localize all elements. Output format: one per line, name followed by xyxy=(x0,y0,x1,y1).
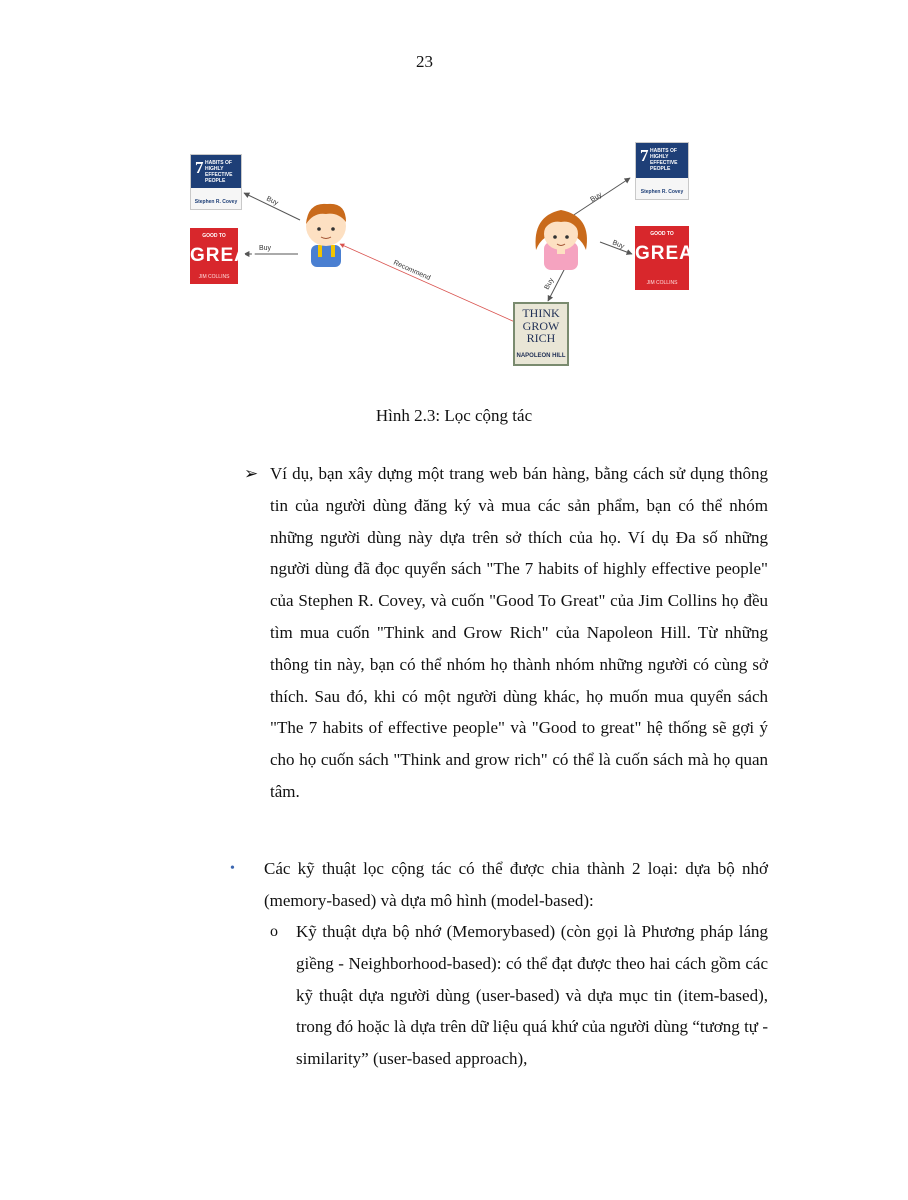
edge-recommend xyxy=(340,244,515,322)
memory-based-paragraph: Kỹ thuật dựa bộ nhớ (Memorybased) (còn gọi là Phương pháp láng giềng - Neighborhood-based): có thể đạt được theo hai cách gồm các kỹ thuật dựa người dùng (user-based) và dựa mục tin (item-based), trong đó hoặc là dựa trên dữ liệu quá khứ của người dùng “tương tự - similarity” (user-based approach), xyxy=(296,922,768,1069)
page-number: 23 xyxy=(416,52,433,71)
label-recommend: Recommend xyxy=(392,259,432,282)
book-7-habits-left xyxy=(190,154,242,210)
arrow-bullet-icon: ➢ xyxy=(244,464,259,483)
boy-user-icon xyxy=(306,204,346,267)
example-paragraph: Ví dụ, bạn xây dựng một trang web bán hàng, bằng cách sử dụng thông tin của người dùng đăng ký và mua các sản phẩm, bạn có thể nhóm những người dùng này dựa trên sở thích của họ. Ví dụ Đa số những người dùng đã đọc quyển sách "The 7 habits of highly effective people" của Stephen R. Covey, và cuốn "Good To Great" của Jim Collins họ đều tìm mua cuốn "Think and Grow Rich" của Napoleon Hill. Từ những thông tin này, bạn có thể nhóm họ thành nhóm những người có cùng sở thích. Sau đó, khi có một người dùng khác, họ muốn mua quyển sách "The 7 habits of effective people" và "Good to great" hệ thống sẽ gợi ý cho họ cuốn sách "Think and grow rich" có thể là cuốn sách mà họ quan tâm. xyxy=(270,464,768,801)
book-good-to-great-left xyxy=(190,228,261,284)
book-great-top: GOOD TO xyxy=(202,233,226,239)
dot-bullet-icon: • xyxy=(230,861,235,876)
techniques-paragraph: Các kỹ thuật lọc cộng tác có thể được chia thành 2 loại: dựa bộ nhớ (memory-based) và dựa mô hình (model-based): xyxy=(264,859,768,910)
book-habits-number: 7 xyxy=(640,146,649,165)
book-think-line2: GROW xyxy=(522,319,560,333)
collaborative-filtering-figure xyxy=(180,138,710,370)
label-buy-boy-great: Buy xyxy=(259,245,272,252)
book-good-to-great-right xyxy=(635,226,706,290)
book-habits-number: 7 xyxy=(195,158,204,177)
girl-user-icon xyxy=(536,210,587,270)
book-habits-author: Stephen R. Covey xyxy=(194,199,238,205)
book-great-main: GREAT xyxy=(190,245,261,266)
book-habits-title: HABITS OF HIGHLY EFFECTIVE PEOPLE xyxy=(650,148,678,172)
book-think-line1: THINK xyxy=(522,306,560,320)
circle-bullet-icon: o xyxy=(270,923,278,940)
book-great-author: JIM COLLINS xyxy=(646,280,678,286)
label-buy-girl-great: Buy xyxy=(611,239,626,251)
book-think-and-grow-rich xyxy=(513,302,569,366)
book-7-habits-right xyxy=(635,142,689,200)
book-think-line3: RICH xyxy=(526,331,556,345)
book-great-author: JIM COLLINS xyxy=(198,274,230,280)
label-buy-girl-think: Buy xyxy=(543,277,556,291)
book-great-main: GREAT xyxy=(635,243,706,264)
book-think-author: NAPOLEON HILL xyxy=(516,353,566,359)
label-buy-girl-habits: Buy xyxy=(589,191,604,204)
book-great-top: GOOD TO xyxy=(650,231,674,237)
figure-caption: Hình 2.3: Lọc cộng tác xyxy=(375,406,533,425)
label-buy-boy-habits: Buy xyxy=(265,195,280,208)
book-habits-title: HABITS OF HIGHLY EFFECTIVE PEOPLE xyxy=(205,160,233,184)
book-habits-author: Stephen R. Covey xyxy=(640,189,684,195)
